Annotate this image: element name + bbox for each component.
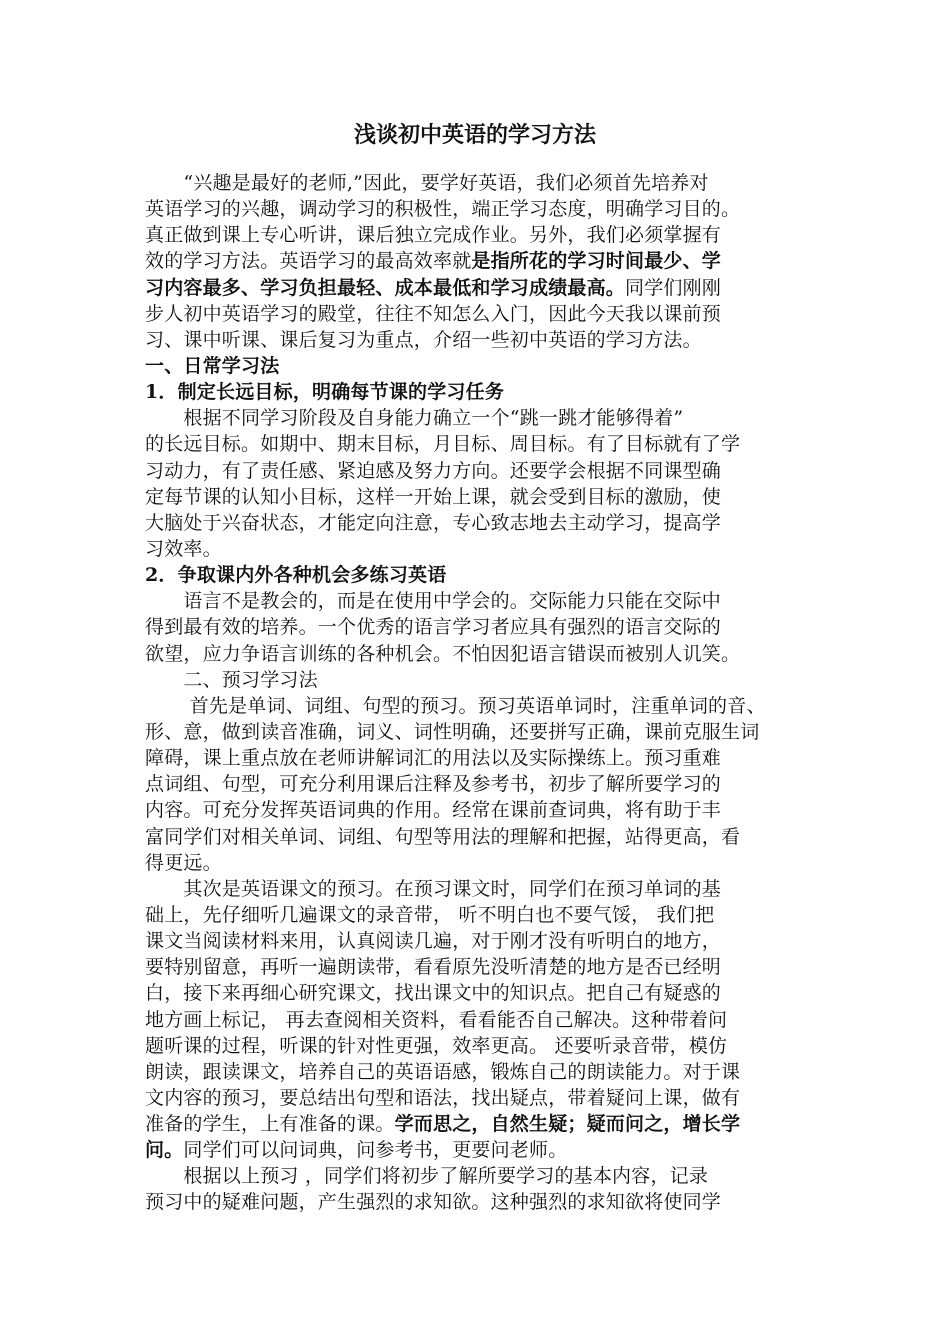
text-segment: 准备的学生，上有准备的课。: [145, 1113, 395, 1136]
text-line: [145, 562, 815, 588]
document-body: [145, 170, 815, 1216]
bold-text-segment: 2．争取课内外各种机会多练习英语: [145, 564, 447, 587]
bold-text-segment: 1．制定长远目标，明确每节课的学习任务: [145, 381, 505, 404]
text-line: [145, 431, 815, 457]
text-segment: 习效率。: [145, 537, 222, 560]
text-segment: 二、预习学习法: [145, 668, 318, 691]
text-line: [145, 1189, 815, 1215]
text-line: [145, 1033, 815, 1059]
text-line: [145, 1137, 815, 1163]
text-segment: 文内容的预习，要总结出句型和语法，找出疑点，带着疑问上课，做有: [145, 1086, 741, 1109]
text-line: [145, 693, 815, 719]
text-line: [145, 327, 815, 353]
text-line: [145, 301, 815, 327]
text-segment: 同学们刚刚: [625, 276, 722, 299]
bold-text-segment: 一、日常学习法: [145, 354, 280, 377]
text-line: [145, 614, 815, 640]
text-line: [145, 484, 815, 510]
bold-text-segment: 习内容最多、学习负担最轻、成本最低和学习成绩最高。: [145, 276, 626, 299]
text-line: [145, 275, 815, 301]
text-segment: 首先是单词、词组、句型的预习。预习英语单词时，注重单词的音、: [145, 694, 766, 717]
text-line: [145, 379, 815, 405]
text-segment: 英语学习的兴趣，调动学习的积极性，端正学习态度，明确学习目的。: [145, 198, 741, 221]
text-segment: 地方画上标记， 再去查阅相关资料，看看能否自己解决。这种带着问: [145, 1008, 728, 1031]
text-segment: 定每节课的认知小目标，这样一开始上课，就会受到目标的激励，使: [145, 485, 722, 508]
text-line: [145, 170, 815, 196]
text-line: [145, 222, 815, 248]
text-line: [145, 641, 815, 667]
text-segment: 真正做到课上专心听讲，课后独立完成作业。另外，我们必须掌握有: [145, 224, 722, 247]
text-segment: 障碍，课上重点放在老师讲解词汇的用法以及实际操练上。预习重难: [145, 747, 722, 770]
text-line: [145, 405, 815, 431]
text-line: [145, 771, 815, 797]
text-segment: 朗读，跟读课文，培养自己的英语语感，锻炼自己的朗读能力。对于课: [145, 1060, 741, 1083]
document-title: 浅谈初中英语的学习方法: [353, 122, 596, 148]
text-segment: 预习中的疑难问题，产生强烈的求知欲。这种强烈的求知欲将使同学: [145, 1191, 722, 1214]
text-line: [145, 536, 815, 562]
text-line: [145, 1163, 815, 1189]
text-line: [145, 954, 815, 980]
text-segment: 根据以上预习 ，同学们将初步了解所要学习的基本内容，记录: [145, 1165, 709, 1188]
text-segment: 的长远目标。如期中、期末目标，月目标、周目标。有了目标就有了学: [145, 433, 741, 456]
text-segment: 题听课的过程，听课的针对性更强，效率更高。 还要听录音带，模仿: [145, 1034, 728, 1057]
text-segment: 步人初中英语学习的殿堂，往往不知怎么入门，因此今天我以课前预: [145, 302, 722, 325]
text-line: [145, 667, 815, 693]
text-segment: 习动力，有了责任感、紧迫感及努力方向。还要学会根据不同课型确: [145, 459, 722, 482]
text-line: [145, 850, 815, 876]
text-segment: 内容。可充分发挥英语词典的作用。经常在课前查词典，将有助于丰: [145, 799, 722, 822]
text-segment: 同学们可以问词典，问参考书，更要问老师。: [183, 1139, 568, 1162]
text-segment: 富同学们对相关单词、词组、句型等用法的理解和把握，站得更高，看: [145, 825, 741, 848]
text-segment: 效的学习方法。英语学习的最高效率就: [145, 250, 472, 273]
text-segment: 欲望，应力争语言训练的各种机会。不怕因犯语言错误而被别人讥笑。: [145, 642, 741, 665]
text-segment: 要特别留意，再听一遍朗读带，看看原先没听清楚的地方是否已经明: [145, 956, 722, 979]
text-line: [145, 1111, 815, 1137]
text-segment: 根据不同学习阶段及自身能力确立一个“跳一跳才能够得着”: [145, 407, 684, 430]
text-segment: 得更远。: [145, 851, 222, 874]
text-line: [145, 980, 815, 1006]
text-line: [145, 1059, 815, 1085]
text-line: [145, 745, 815, 771]
text-segment: 其次是英语课文的预习。在预习课文时，同学们在预习单词的基: [145, 877, 722, 900]
text-line: [145, 824, 815, 850]
text-segment: 大脑处于兴奋状态，才能定向注意，专心致志地去主动学习，提高学: [145, 511, 722, 534]
bold-text-segment: 问。: [145, 1139, 184, 1162]
text-segment: 白，接下来再细心研究课文，找出课文中的知识点。把自己有疑惑的: [145, 982, 722, 1005]
text-line: [145, 458, 815, 484]
text-line: [145, 876, 815, 902]
bold-text-segment: 是指所花的学习时间最少、学: [471, 250, 722, 273]
text-segment: 础上，先仔细听几遍课文的录音带， 听不明白也不要气馁， 我们把: [145, 903, 715, 926]
text-line: [145, 1007, 815, 1033]
text-line: [145, 196, 815, 222]
text-line: [145, 353, 815, 379]
text-line: [145, 902, 815, 928]
text-segment: 课文当阅读材料来用，认真阅读几遍，对于刚才没有听明白的地方，: [145, 930, 722, 953]
text-segment: 形、意，做到读音准确，词义、词性明确，还要拼写正确，课前克服生词: [145, 720, 760, 743]
text-segment: 习、课中听课、课后复习为重点，介绍一些初中英语的学习方法。: [145, 328, 702, 351]
text-line: [145, 588, 815, 614]
text-segment: 得到最有效的培养。一个优秀的语言学习者应具有强烈的语言交际的: [145, 616, 722, 639]
text-segment: 点词组、句型，可充分利用课后注释及参考书，初步了解所要学习的: [145, 773, 722, 796]
text-line: [145, 510, 815, 536]
text-line: [145, 797, 815, 823]
text-line: [145, 719, 815, 745]
text-line: [145, 928, 815, 954]
text-line: [145, 248, 815, 274]
bold-text-segment: 学而思之，自然生疑；疑而问之，增长学: [394, 1113, 741, 1136]
text-segment: “兴趣是最好的老师,”因此，要学好英语，我们必须首先培养对: [145, 172, 709, 194]
text-segment: 语言不是教会的，而是在使用中学会的。交际能力只能在交际中: [145, 590, 722, 613]
text-line: [145, 1085, 815, 1111]
